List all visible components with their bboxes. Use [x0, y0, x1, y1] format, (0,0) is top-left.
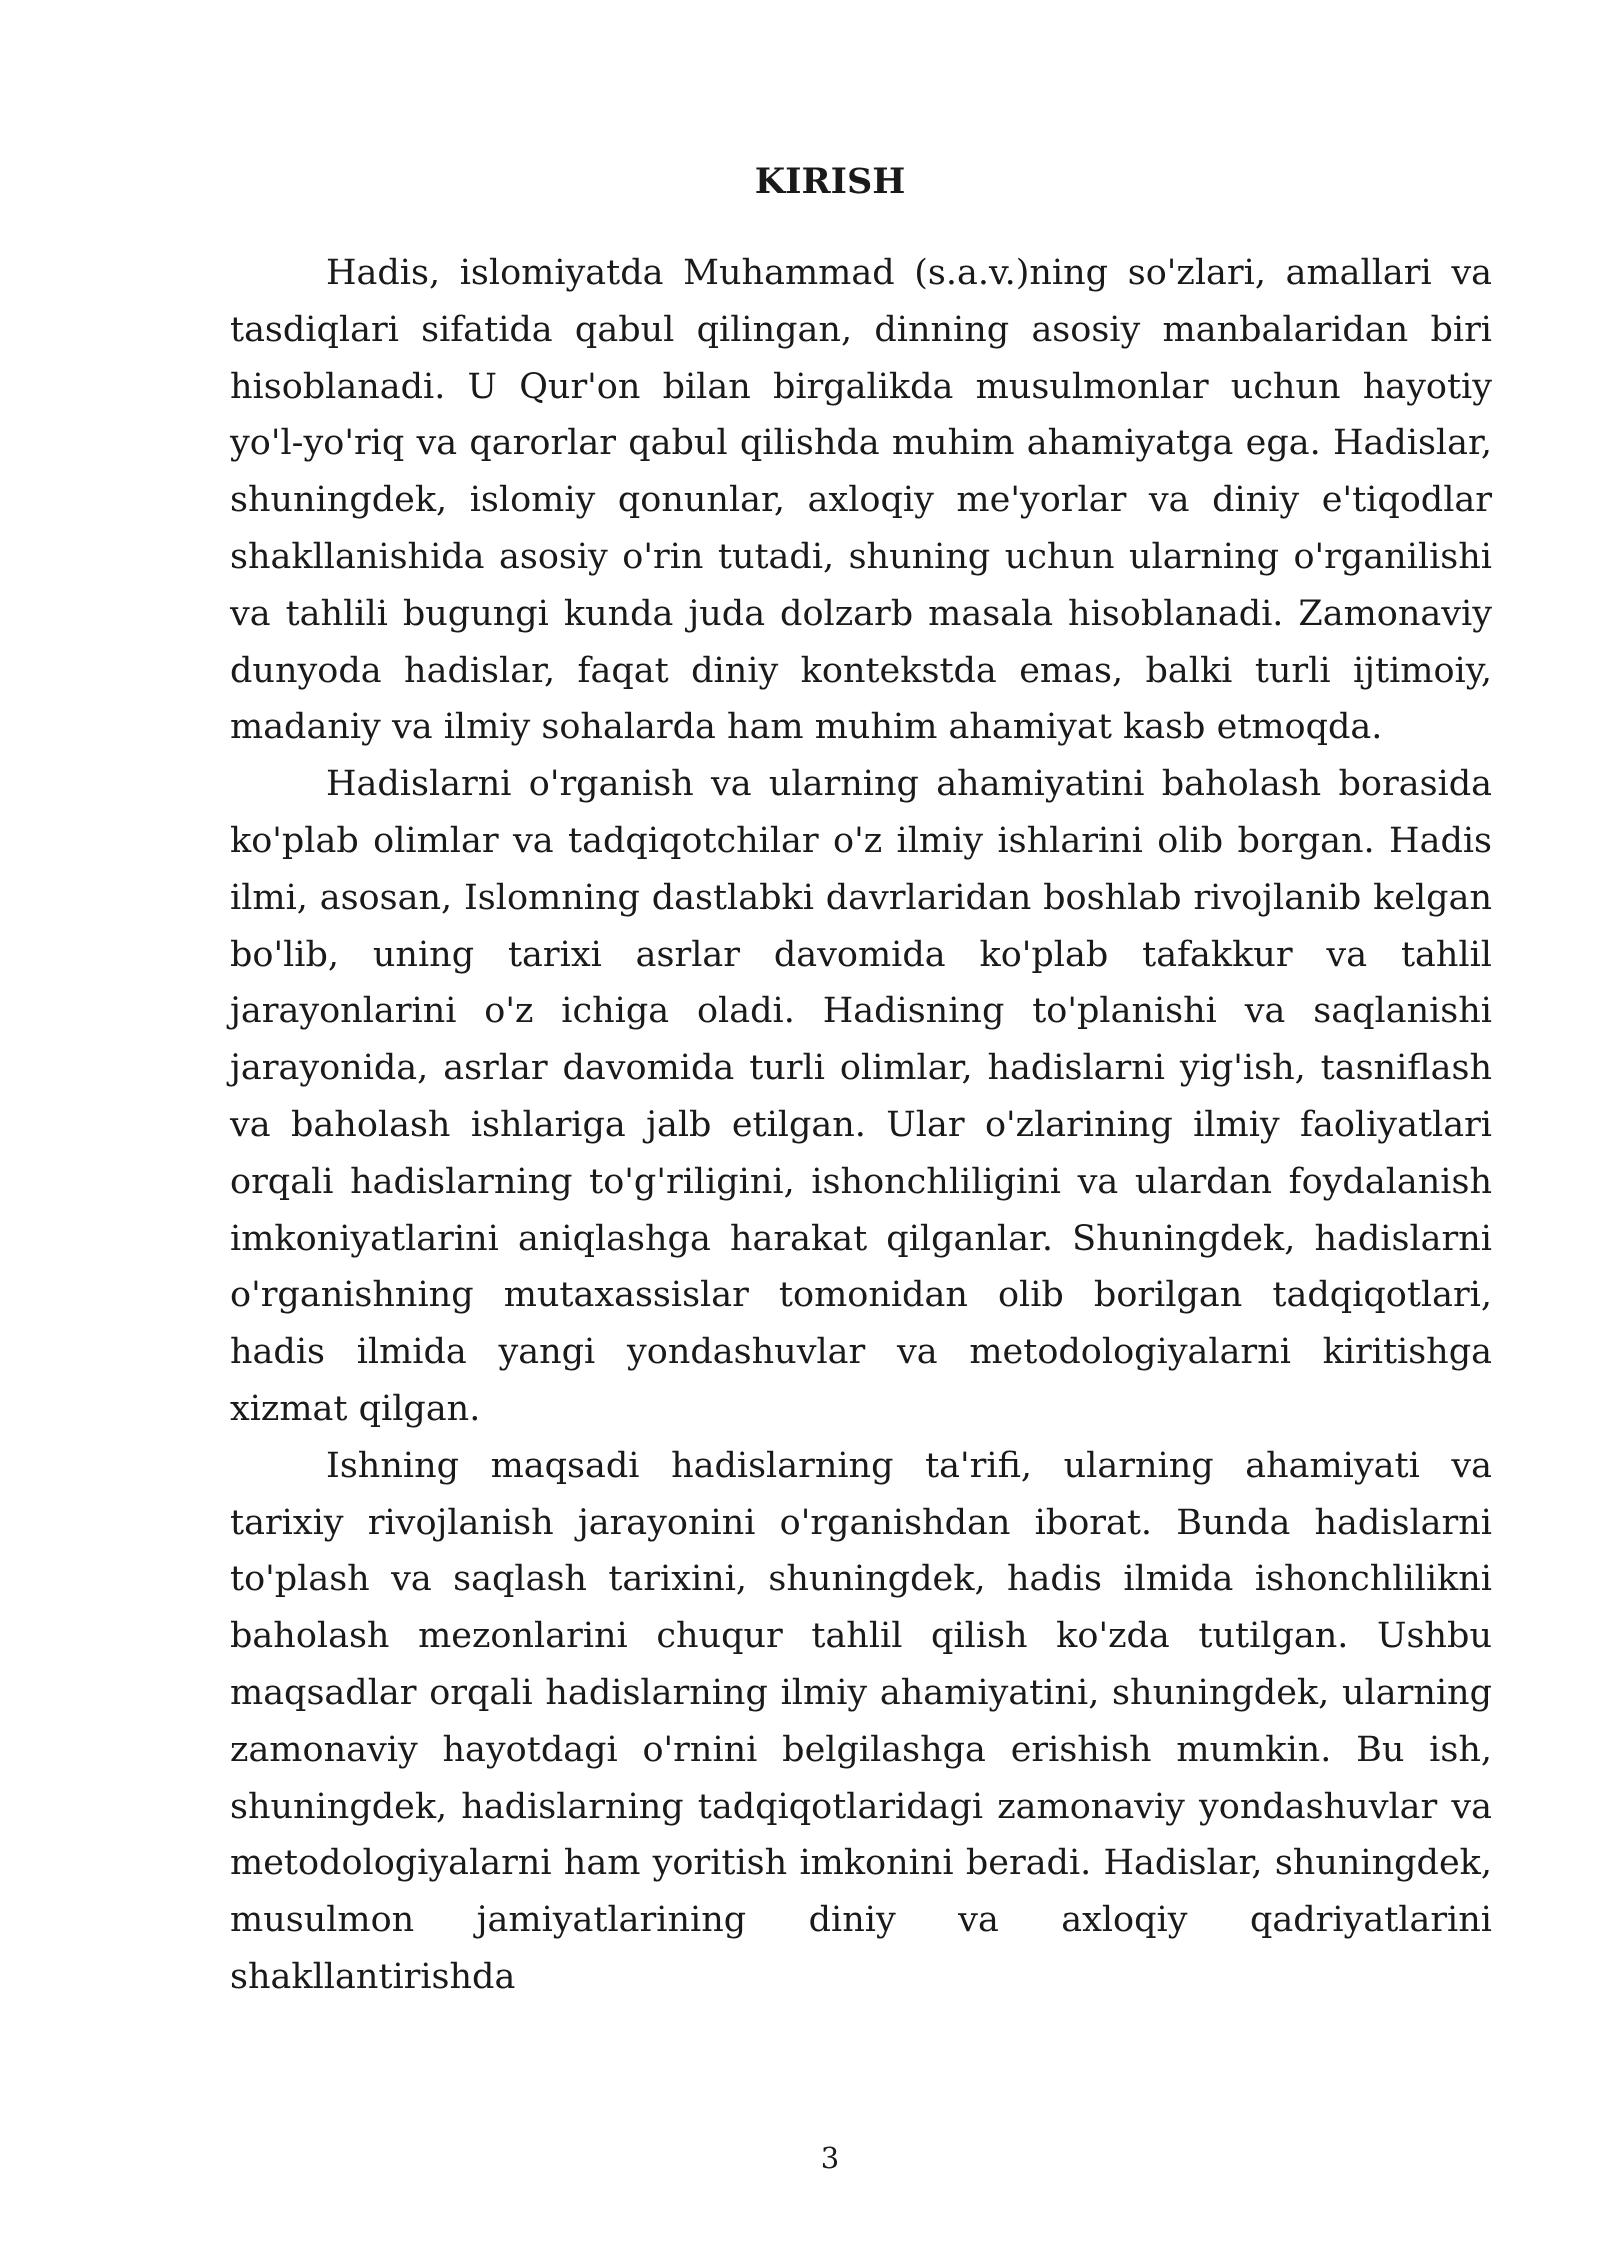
section-title: KIRISH: [754, 161, 906, 202]
paragraph-3: Ishning maqsadi hadislarning ta'rifi, ularning ahamiyati va tarixiy rivojlanish jarayonini o'rganishdan iborat. Bunda hadislarni to'plash va saqlash tarixini, shuningdek, hadis ilmida ishonchlilikni baholash mezonlarini chuqur tahlil qilish ko'zda tutilgan. Ushbu maqsadlar orqali hadislarning ilmiy ahamiyatini, shuningdek, ularning zamonaviy hayotdagi o'rnini belgilashga erishish mumkin. Bu ish, shuningdek, hadislarning tadqiqotlaridagi zamonaviy yondashuvlar va metodologiyalarni ham yoritish imkonini beradi. Hadislar, shuningdek, musulmon jamiyatlarining diniy va axloqiy qadriyatlarini shakllantirishda: [230, 1445, 1492, 1997]
paragraph-2: Hadislarni o'rganish va ularning ahamiyatini baholash borasida ko'plab olimlar va tadqiqotchilar o'z ilmiy ishlarini olib borgan. Hadis ilmi, asosan, Islomning dastlabki davrlaridan boshlab rivojlanib kelgan bo'lib, uning tarixi asrlar davomida ko'plab tafakkur va tahlil jarayonlarini o'z ichiga oladi. Hadisning to'planishi va saqlanishi jarayonida, asrlar davomida turli olimlar, hadislarni yig'ish, tasniflash va baholash ishlariga jalb etilgan. Ular o'zlarining ilmiy faoliyatlari orqali hadislarning to'g'riligini, ishonchliligini va ulardan foydalanish imkoniyatlarini aniqlashga harakat qilganlar. Shuningdek, hadislarni o'rganishning mutaxassislar tomonidan olib borilgan tadqiqotlari, hadis ilmida yangi yondashuvlar va metodologiyalarni kiritishga xizmat qilgan.: [230, 764, 1492, 1429]
paragraph-1: Hadis, islomiyatda Muhammad (s.a.v.)ning so'zlari, amallari va tasdiqlari sifatida qabul qilingan, dinning asosiy manbalaridan biri hisoblanadi. U Qur'on bilan birgalikda musulmonlar uchun hayotiy yo'l-yo'riq va qarorlar qabul qilishda muhim ahamiyatga ega. Hadislar, shuningdek, islomiy qonunlar, axloqiy me'yorlar va diniy e'tiqodlar shakllanishida asosiy o'rin tutadi, shuning uchun ularning o'rganilishi va tahlili bugungi kunda juda dolzarb masala hisoblanadi. Zamonaviy dunyoda hadislar, faqat diniy kontekstda emas, balki turli ijtimoiy, madaniy va ilmiy sohalarda ham muhim ahamiyat kasb etmoqda.: [230, 253, 1492, 748]
body-text: [230, 245, 1492, 2006]
page-number: 3: [820, 2141, 840, 2175]
